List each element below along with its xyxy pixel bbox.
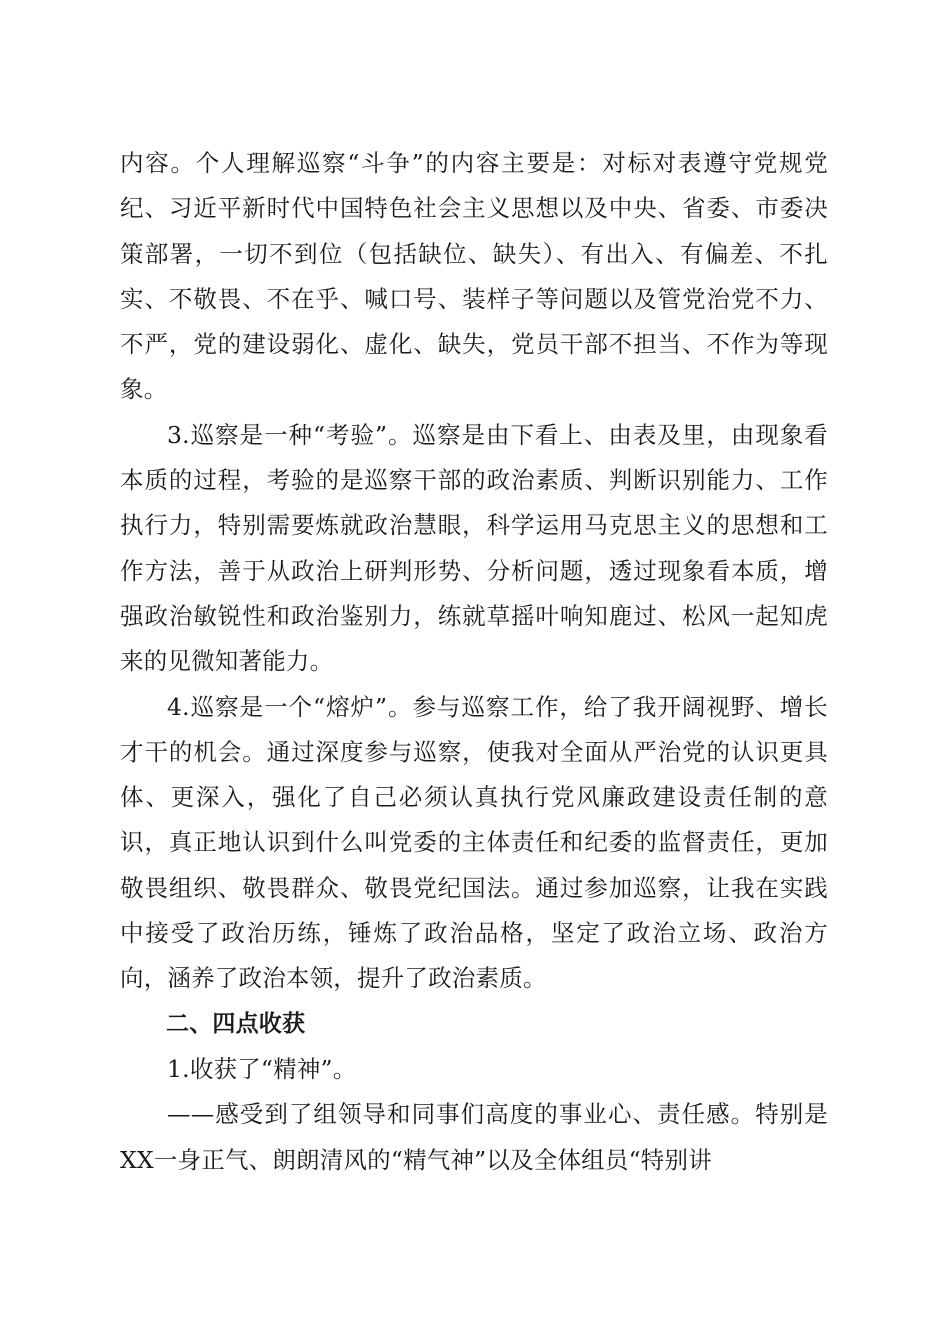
paragraph-continuation: 内容。个人理解巡察“斗争”的内容主要是：对标对表遵守党规党纪、习近平新时代中国特色社会主义思想以及中央、省委、市委决策部署，一切不到位（包括缺位、缺失）、有出入、有偏差、不扎实、不敬畏、不在乎、喊口号、装样子等问题以及管党治党不力、不严，党的建设弱化、虚化、缺失，党员干部不担当、不作为等现象。 xyxy=(120,149,828,404)
paragraph-final: ——感受到了组领导和同事们高度的事业心、责任感。特别是XX一身正气、朗朗清风的“精气神”以及全体组员“特别讲 xyxy=(120,1100,828,1174)
paragraph-point-3: 3.巡察是一种“考验”。巡察是由下看上、由表及里，由现象看本质的过程，考验的是巡察干部的政治素质、判断识别能力、工作执行力，特别需要炼就政治慧眼，科学运用马克思主义的思想和工作方法，善于从政治上研判形势、分析问题，透过现象看本质，增强政治敏锐性和政治鉴别力，练就草摇叶响知鹿过、松风一起知虎来的见微知著能力。 xyxy=(120,420,828,676)
document-body xyxy=(120,141,828,1183)
section-heading: 二、四点收获 xyxy=(166,1010,306,1037)
subpoint-heading: 1.收获了“精神”。 xyxy=(167,1054,357,1083)
paragraph-point-4: 4.巡察是一个“熔炉”。参与巡察工作，给了我开阔视野、增长才干的机会。通过深度参与巡察，使我对全面从严治党的认识更具体、更深入，强化了自己必须认真执行党风廉政建设责任制的意识，真正地认识到什么叫党委的主体责任和纪委的监督责任，更加敬畏组织、敬畏群众、敬畏党纪国法。通过参加巡察，让我在实践中接受了政治历练，锤炼了政治品格，坚定了政治立场、政治方向，涵养了政治本领，提升了政治素质。 xyxy=(120,692,828,993)
